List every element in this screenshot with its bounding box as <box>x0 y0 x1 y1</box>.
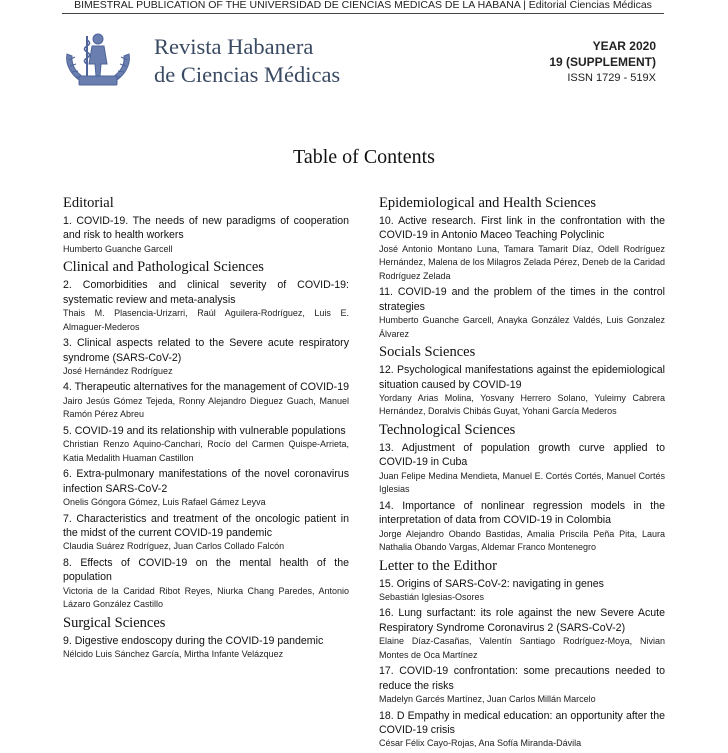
journal-name-line1: Revista Habanera <box>154 34 314 59</box>
toc-entry[interactable] <box>63 278 349 334</box>
toc-entry[interactable] <box>379 664 665 706</box>
article-authors: Onelis Góngora Gómez, Luis Rafael Gámez Leyva <box>63 497 266 508</box>
article-authors: Victoria de la Caridad Ribot Reyes, Niurka Chang Paredes, Antonio Lázaro González Castillo <box>63 585 349 610</box>
article-title[interactable]: 2. Comorbidities and clinical severity of COVID-19: systematic review and meta-analysis <box>63 279 349 306</box>
toc-left-column <box>63 194 349 664</box>
article-authors: Juan Felipe Medina Mendieta, Manuel E. Cortés Cortés, Manuel Cortés Iglesias <box>379 470 665 495</box>
article-authors: José Hernández Rodríguez <box>63 365 173 376</box>
section-title: Surgical Sciences <box>63 614 166 631</box>
toc-entry[interactable] <box>379 577 665 605</box>
article-authors: Nélcido Luis Sánchez García, Mirtha Infante Velázquez <box>63 649 284 660</box>
toc-title: Table of Contents <box>293 146 435 168</box>
journal-logo <box>61 30 135 92</box>
article-title[interactable]: 12. Psychological manifestations against the epidemiological situation caused by COVID-19 <box>379 364 665 391</box>
section-title: Clinical and Pathological Sciences <box>63 259 264 276</box>
article-title[interactable]: 3. Clinical aspects related to the Severe acute respiratory syndrome (SARS-CoV-2) <box>63 337 349 364</box>
section-title: Socials Sciences <box>379 344 476 361</box>
toc-entry[interactable] <box>379 214 665 283</box>
article-authors: Madelyn Garcés Martínez, Juan Carlos Millán Marcelo <box>379 694 596 705</box>
article-title[interactable]: 7. Characteristics and treatment of the oncologic patient in the midst of the current COVID-19 pandemic <box>63 512 349 539</box>
toc-entry[interactable] <box>63 380 349 421</box>
toc-entry[interactable] <box>63 467 349 509</box>
section-title: Letter to the Edithor <box>379 557 497 574</box>
article-title[interactable]: 8. Effects of COVID-19 on the mental health of the population <box>63 556 349 584</box>
toc-entry[interactable] <box>379 499 665 555</box>
article-authors: Humberto Guanche Garcell, Anayka González Valdés, Luis Gonzalez Álvarez <box>379 315 665 339</box>
article-title[interactable]: 15. Origins of SARS-CoV-2: navigating in genes <box>379 577 604 590</box>
article-title[interactable]: 6. Extra-pulmonary manifestations of the novel coronavirus infection SARS-CoV-2 <box>63 468 349 495</box>
toc-entry[interactable] <box>63 424 349 465</box>
toc-entry[interactable] <box>379 606 665 662</box>
toc-right-column <box>379 194 665 753</box>
article-authors: César Félix Cayo-Rojas, Ana Sofía Miranda-Dávila <box>379 738 582 749</box>
article-authors: Christian Renzo Aquino-Canchari, Rocío del Carmen Quispe-Arrieta, Katia Medalith Huaman Castillon <box>63 439 349 463</box>
article-title[interactable]: 18. D Empathy in medical education: an opportunity after the COVID-19 crisis <box>379 709 665 736</box>
toc-entry[interactable] <box>63 512 349 554</box>
toc-entry[interactable] <box>379 441 665 497</box>
article-authors: Humberto Guanche Garcell <box>63 243 173 254</box>
issn: ISSN 1729 - 519X <box>567 72 656 84</box>
toc-entry[interactable] <box>379 285 665 341</box>
article-title[interactable]: 9. Digestive endoscopy during the COVID-19 pandemic <box>63 634 324 647</box>
article-authors: Yordany Arias Molina, Yosvany Herrero Solano, Yuleimy Cabrera Hernández, Doralvis Chibás Guyat, Yohani García Mederos <box>379 392 665 417</box>
section-title: Technological Sciences <box>379 421 516 438</box>
journal-name-line2: de Ciencias Médicas <box>154 62 341 87</box>
toc-entry[interactable] <box>63 634 349 662</box>
section-title: Epidemiological and Health Sciences <box>379 195 597 211</box>
article-authors: Sebastián Iglesias-Osores <box>379 591 485 602</box>
article-authors: Elaine Díaz-Casañas, Valentín Santiago Rodríguez-Moya, Nivian Montes de Oca Martínez <box>379 636 665 660</box>
article-title[interactable]: 5. COVID-19 and its relationship with vulnerable populations <box>63 424 346 437</box>
toc-entry[interactable] <box>63 336 349 378</box>
issue-volume: 19 (SUPPLEMENT) <box>549 55 656 69</box>
article-title[interactable]: 1. COVID-19. The needs of new paradigms of cooperation and risk to health workers <box>63 215 349 242</box>
issue-year: YEAR 2020 <box>592 39 656 53</box>
issue-info <box>549 38 656 86</box>
toc-entry[interactable] <box>63 214 349 256</box>
article-authors: Jorge Alejandro Obando Bastidas, Amalia Priscila Peña Pita, Laura Nathalia Obando Vargas, Aldemar Franco Montenegro <box>379 528 665 553</box>
article-title[interactable]: 4. Therapeutic alternatives for the management of COVID-19 <box>63 381 349 394</box>
section-title: Editorial <box>63 195 114 211</box>
publisher-line: BIMESTRAL PUBLICATION OF THE UNIVERSIDAD DE CIENCIAS MÉDICAS DE LA HABANA | Editorial Ciencias Médicas <box>62 0 664 14</box>
article-title[interactable]: 17. COVID-19 confrontation: some precautions needed to reduce the risks <box>379 665 665 692</box>
journal-name <box>154 33 340 89</box>
article-authors: Claudia Suárez Rodríguez, Juan Carlos Collado Falcón <box>63 541 285 552</box>
article-title[interactable]: 16. Lung surfactant: its role against the new Severe Acute Respiratory Syndrome Coronavirus 2 (SARS-CoV-2) <box>379 607 665 634</box>
article-title[interactable]: 14. Importance of nonlinear regression models in the interpretation of data from COVID-19 in Colombia <box>379 499 665 527</box>
article-authors: Jairo Jesús Gómez Tejeda, Ronny Alejandro Dieguez Guach, Manuel Ramón Pérez Abreu <box>63 395 349 420</box>
toc-entry[interactable] <box>379 363 665 419</box>
article-authors: José Antonio Montano Luna, Tamara Tamarit Díaz, Odell Rodríguez Hernández, Malena de los Milagros Zelada Pérez, Deneb de la Caridad Rodríguez Zelada <box>379 243 665 281</box>
article-title[interactable]: 13. Adjustment of population growth curve applied to COVID-19 in Cuba <box>379 441 665 469</box>
toc-entry[interactable] <box>379 709 665 751</box>
toc-entry[interactable] <box>63 556 349 612</box>
asclepius-emblem-icon <box>61 30 135 92</box>
article-authors: Thais M. Plasencia-Urizarri, Raúl Aguilera-Rodríguez, Luis E. Almaguer-Mederos <box>63 308 349 332</box>
article-title[interactable]: 10. Active research. First link in the confrontation with the COVID-19 in Antonio Maceo Teaching Polyclinic <box>379 215 665 242</box>
article-title[interactable]: 11. COVID-19 and the problem of the times in the control strategies <box>379 286 665 313</box>
